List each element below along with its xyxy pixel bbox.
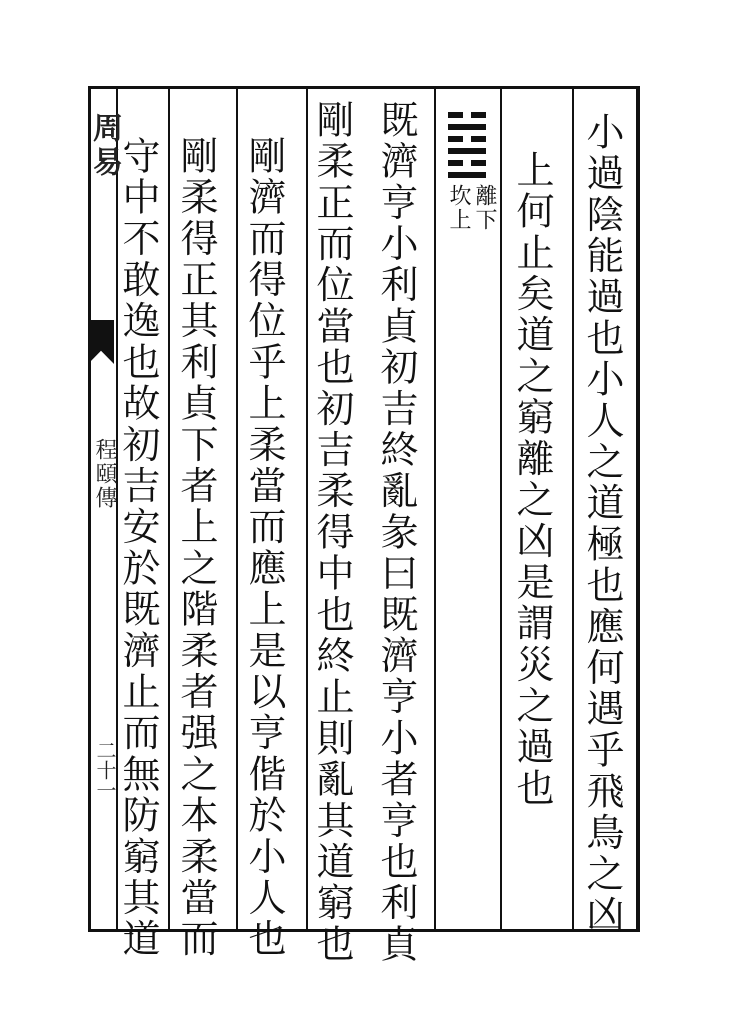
page-frame [88, 86, 640, 932]
page-number: 二十一 [93, 740, 117, 800]
text-column-4: 剛柔正而位當也初吉柔得中也終止則亂其道窮也 [310, 100, 354, 966]
text-column-5: 剛濟而得位乎上柔當而應上是以亨偕於小人也 [242, 136, 286, 960]
text-column-7: 守中不敢逸也故初吉安於既濟止而無防窮其道 [116, 136, 160, 960]
column-divider [572, 89, 574, 931]
column-divider [236, 89, 238, 931]
column-divider [168, 89, 170, 931]
margin-title: 周易 [87, 112, 122, 180]
column-divider [434, 89, 436, 931]
lower-trigram-label: 離下 [472, 184, 497, 232]
text-column-3: 既濟亨小利貞初吉終亂彖曰既濟亨小者亨也利貞 [374, 100, 418, 966]
column-divider [306, 89, 308, 931]
upper-trigram-label: 坎上 [446, 184, 471, 232]
column-divider [500, 89, 502, 931]
jiji-hexagram-icon [448, 112, 486, 180]
text-column-1: 小過陰能過也小人之道極也應何遇乎飛鳥之凶 [580, 112, 624, 936]
text-column-6: 剛柔得正其利貞下者上之階柔者强之本柔當而 [174, 136, 218, 960]
text-column-2: 上何止矣道之窮離之凶是謂災之過也 [510, 150, 554, 810]
margin-subtitle: 程頤傳 [92, 438, 117, 510]
